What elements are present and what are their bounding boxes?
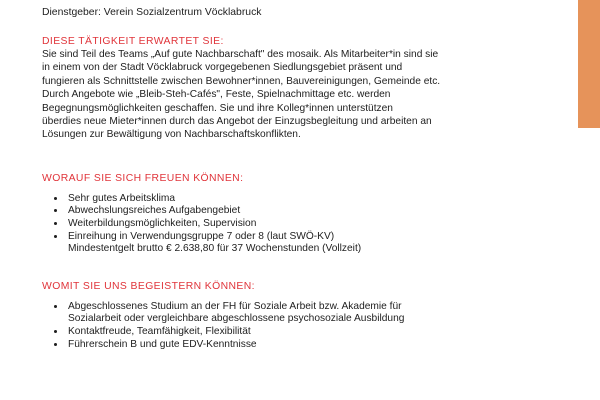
- section-title-requirements: WOMIT SIE UNS BEGEISTERN KÖNNEN:: [42, 280, 255, 292]
- job-description: [42, 6, 542, 351]
- tasks-line: überdies neue Mieter*innen durch das Angebot der Einzugsbegleitung und arbeiten an: [42, 116, 432, 128]
- section-title-tasks: DIESE TÄTIGKEIT ERWARTET SIE:: [42, 36, 224, 47]
- tasks-line: Lösungen zur Bewältigung von Nachbarschaftskonflikten.: [42, 129, 301, 141]
- list-item-text: Abgeschlossenes Studium an der FH für Soziale Arbeit bzw. Akademie für: [68, 300, 402, 312]
- benefits-list: [42, 193, 542, 256]
- employer-line: Dienstgeber: Verein Sozialzentrum Vöcklabruck: [42, 7, 262, 18]
- list-item: [66, 193, 542, 206]
- salary-line: Mindestentgelt brutto € 2.638,80 für 37 Wochenstunden (Vollzeit): [68, 243, 362, 255]
- list-item: [66, 205, 542, 218]
- list-item-text: Führerschein B und gute EDV-Kenntnisse: [68, 338, 257, 350]
- tasks-line: Begegnungsmöglichkeiten geschaffen. Sie und ihre Kolleg*innen unterstützen: [42, 102, 393, 114]
- list-item-text: Weiterbildungsmöglichkeiten, Supervision: [68, 218, 257, 230]
- tasks-line: Durch Angebote wie „Bleib-Steh-Cafés", Feste, Spielnachmittage etc. werden: [42, 89, 391, 101]
- section-title-benefits: WORAUF SIE SICH FREUEN KÖNNEN:: [42, 172, 244, 184]
- requirements-list: [42, 301, 542, 351]
- tasks-line: fungieren als Schnittstelle zwischen Bewohner*innen, Bauvereinigungen, Gemeinde etc.: [42, 75, 441, 87]
- list-item-text: Einreihung in Verwendungsgruppe 7 oder 8 (laut SWÖ-KV): [68, 230, 335, 242]
- accent-bar: [578, 0, 600, 128]
- list-item-continuation: Sozialarbeit oder vergleichbare abgeschlossene psychosoziale Ausbildung: [68, 313, 405, 325]
- tasks-line: Sie sind Teil des Teams „Auf gute Nachbarschaft" des mosaik. Als Mitarbeiter*in sind sie: [42, 49, 439, 60]
- list-item: [66, 218, 542, 231]
- list-item-text: Abwechslungsreiches Aufgabengebiet: [68, 205, 241, 217]
- list-item-text: Kontaktfreude, Teamfähigkeit, Flexibilität: [68, 326, 251, 337]
- list-item-text: Sehr gutes Arbeitsklima: [68, 192, 176, 204]
- list-item: [66, 326, 542, 339]
- tasks-line: in einem von der Stadt Vöcklabruck vorgegebenen Siedlungsgebiet präsent und: [42, 62, 403, 74]
- list-item: [66, 231, 542, 256]
- list-item: [66, 301, 542, 326]
- tasks-paragraph: [42, 48, 542, 142]
- list-item: [66, 339, 542, 352]
